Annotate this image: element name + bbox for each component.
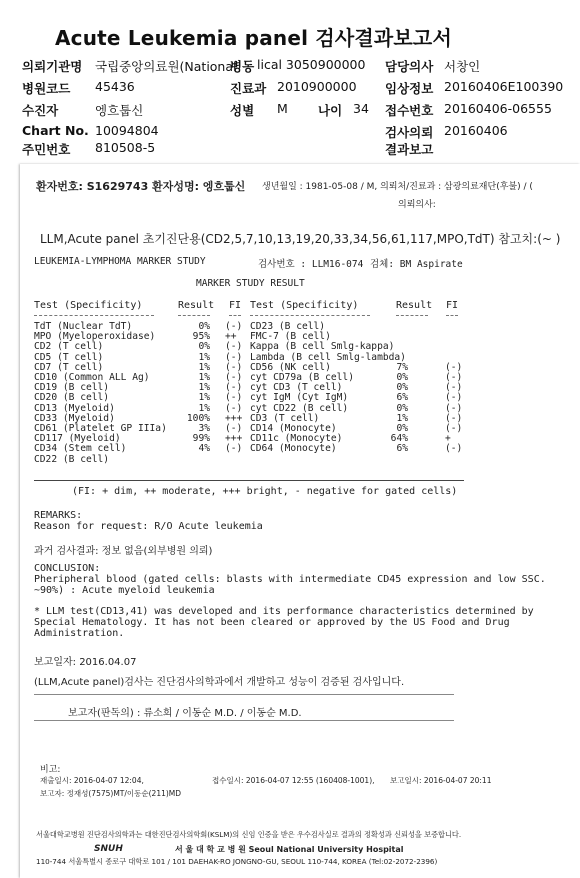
test-number: 검사번호 : LLM16-074 xyxy=(258,259,364,270)
marker-result: 1% xyxy=(396,412,408,424)
marker-fi: (-) xyxy=(445,361,463,373)
report-date: 보고일자: 2016.04.07 xyxy=(34,657,137,668)
patient-meta: 생년월일 : 1981-05-08 / M, 의뢰처/진료과 : 삼광의료재단(후불) / ( xyxy=(262,182,533,192)
marker-name: cyt CD22 (B cell) xyxy=(250,402,349,414)
marker-fi: (-) xyxy=(225,341,243,353)
label-chart-no: Chart No. xyxy=(22,123,89,138)
marker-fi: ++ xyxy=(225,331,237,343)
disclaimer: (LLM,Acute panel)검사는 진단검사의학과에서 개발하고 성능이 검증된 검사입니다. xyxy=(34,677,405,688)
col-fi-right: FI xyxy=(446,300,459,311)
marker-result: 0% xyxy=(396,372,408,383)
value-ward: lical 3050900000 xyxy=(257,57,366,72)
marker-result: 100% xyxy=(186,412,210,424)
table-bottom-rule xyxy=(34,480,464,481)
marker-result: 1% xyxy=(198,361,210,373)
underline-fi-left xyxy=(229,315,241,316)
marker-name: CD14 (Monocyte) xyxy=(250,423,337,434)
value-request-date: 20160406 xyxy=(444,123,508,138)
marker-result: 1% xyxy=(198,392,210,404)
certification-line: 서울대학교병원 진단검사의학과는 대한진단검사의학회(KSLM)의 신임 인증을 받은 우수검사실로 결과의 정확성과 신뢰성을 보증합니다. xyxy=(36,830,462,839)
reporter-top-rule xyxy=(34,694,454,695)
marker-name: CD13 (Myeloid) xyxy=(34,402,115,414)
marker-fi: (-) xyxy=(225,392,243,404)
col-test-right: Test (Specificity) xyxy=(250,300,359,311)
label-resident-no: 주민번호 xyxy=(22,142,71,157)
marker-fi: +++ xyxy=(225,433,243,445)
reporter: 보고자(판독의) : 류소희 / 이동순 M.D. / 이동순 M.D. xyxy=(68,708,302,719)
marker-fi: + xyxy=(445,433,451,445)
marker-name: MPO (Myeloperoxidase) xyxy=(34,331,156,343)
marker-name: CD64 (Monocyte) xyxy=(250,443,337,455)
marker-name: CD11c (Monocyte) xyxy=(250,433,343,445)
marker-fi: (-) xyxy=(445,392,463,404)
reporter-bottom-rule xyxy=(34,720,454,721)
result-title: MARKER STUDY RESULT xyxy=(196,278,305,289)
requester-label: 의뢰의사: xyxy=(398,200,436,210)
panel-title: LLM,Acute panel 초기진단용(CD2,5,7,10,13,19,20,33,34,56,61,117,MPO,TdT) 참고치:(~ ) xyxy=(40,232,561,246)
snuh-logo: SNUH xyxy=(94,844,123,854)
label-sex: 성별 xyxy=(230,103,255,118)
value-patient: 엥흐툽신 xyxy=(95,103,144,118)
marker-result: 6% xyxy=(396,392,408,404)
marker-result: 3% xyxy=(198,423,210,434)
underline-result-right xyxy=(396,315,428,316)
label-hospital-code: 병원코드 xyxy=(22,81,71,96)
marker-name: cyt IgM (Cyt IgM) xyxy=(250,392,349,404)
marker-fi: (-) xyxy=(225,372,243,383)
label-receipt-no: 접수번호 xyxy=(385,103,434,118)
footer-reporter: 보고자: 정재성(7575)MT/이동순(211)MD xyxy=(40,789,182,798)
report-title: Acute Leukemia panel 검사결과보고서 xyxy=(55,26,452,50)
note-line-1: * LLM test(CD13,41) was developed and its performance characteristics determined by xyxy=(34,606,534,617)
marker-name: Kappa (B cell Smlg-kappa) xyxy=(250,341,395,353)
marker-name: cyt CD3 (T cell) xyxy=(250,382,343,394)
underline-test-left xyxy=(34,315,154,316)
marker-fi: (-) xyxy=(225,443,243,455)
note-line-3: Administration. xyxy=(34,628,125,639)
marker-fi: (-) xyxy=(225,382,243,394)
patient-id-line: 환자번호: S1629743 환자성명: 엥흐툽신 xyxy=(36,180,246,193)
marker-name: CD7 (T cell) xyxy=(34,361,104,373)
value-requesting-institution: 국립중앙의료원(National xyxy=(95,59,237,74)
underline-test-right xyxy=(250,315,370,316)
marker-result: 4% xyxy=(198,443,210,455)
value-doctor: 서창인 xyxy=(444,59,481,74)
past-result: 과거 검사결과: 정보 없음(외부병원 의뢰) xyxy=(34,546,213,557)
marker-fi: (-) xyxy=(445,423,463,434)
marker-result: 0% xyxy=(198,341,210,353)
col-test-left: Test (Specificity) xyxy=(34,300,143,311)
col-result-right: Result xyxy=(396,300,433,311)
value-receipt-no: 20160406-06555 xyxy=(444,101,552,116)
note-label: 비고: xyxy=(40,765,61,775)
underline-result-left xyxy=(178,315,210,316)
underline-fi-right xyxy=(446,315,458,316)
marker-result: 1% xyxy=(198,382,210,394)
value-age: 34 xyxy=(353,101,369,116)
marker-result: 7% xyxy=(396,361,408,373)
marker-name: cyt CD79a (B cell) xyxy=(250,372,354,383)
marker-name: CD19 (B cell) xyxy=(34,382,110,394)
conclusion-label: CONCLUSION: xyxy=(34,563,101,574)
marker-name: CD3 (T cell) xyxy=(250,412,320,424)
marker-name: CD10 (Common ALL Ag) xyxy=(34,372,150,383)
marker-fi: +++ xyxy=(225,412,243,424)
value-department: 2010900000 xyxy=(277,79,357,94)
label-ward: 병동 xyxy=(230,59,255,74)
marker-result: 6% xyxy=(396,443,408,455)
footer-report-time: 보고일시: 2016-04-07 20:11 xyxy=(390,776,492,785)
marker-name: CD61 (Platelet GP IIIa) xyxy=(34,423,167,434)
marker-name: CD34 (Stem cell) xyxy=(34,443,127,455)
marker-name: CD117 (Myeloid) xyxy=(34,433,121,445)
marker-result: 99% xyxy=(192,433,210,445)
marker-fi: (-) xyxy=(225,361,243,373)
marker-fi: (-) xyxy=(225,402,243,414)
label-requesting-institution: 의뢰기관명 xyxy=(22,59,83,74)
marker-fi: (-) xyxy=(225,351,243,363)
specimen: 검체: BM Aspirate xyxy=(370,259,463,270)
marker-fi: (-) xyxy=(445,443,463,455)
footer-submit-time: 재출일시: 2016-04-07 12:04, xyxy=(40,776,144,785)
label-request-date: 검사의뢰 xyxy=(385,125,434,140)
marker-fi: (-) xyxy=(445,372,463,383)
remarks-text: Reason for request: R/O Acute leukemia xyxy=(34,521,263,532)
value-clinical-info: 20160406E100390 xyxy=(444,79,564,94)
hospital-name: 서 울 대 학 교 병 원 Seoul National University Hospital xyxy=(175,845,404,854)
marker-name: CD20 (B cell) xyxy=(34,392,110,404)
marker-fi: (-) xyxy=(225,321,243,332)
label-patient: 수진자 xyxy=(22,103,59,118)
marker-fi: (-) xyxy=(445,402,463,414)
marker-result: 95% xyxy=(192,331,210,343)
marker-name: FMC-7 (B cell) xyxy=(250,331,331,343)
scanned-report xyxy=(20,164,580,878)
marker-name: CD2 (T cell) xyxy=(34,341,104,353)
note-line-2: Special Hematology. It has not been cleared or approved by the US Food and Drug xyxy=(34,617,510,628)
marker-fi: (-) xyxy=(445,412,463,424)
marker-result: 0% xyxy=(396,423,408,434)
label-department: 진료과 xyxy=(230,81,267,96)
marker-name: CD56 (NK cell) xyxy=(250,361,331,373)
conclusion-line-2: ~90%) : Acute myeloid leukemia xyxy=(34,585,215,596)
fi-legend: (FI: + dim, ++ moderate, +++ bright, - negative for gated cells) xyxy=(72,486,458,497)
label-doctor: 담당의사 xyxy=(385,59,434,74)
marker-result: 0% xyxy=(396,382,408,394)
label-clinical-info: 임상정보 xyxy=(385,81,434,96)
marker-name: CD33 (Myeloid) xyxy=(34,412,115,424)
marker-name: CD22 (B cell) xyxy=(34,453,110,465)
footer-receipt-time: 접수일시: 2016-04-07 12:55 (160408-1001), xyxy=(212,776,375,785)
marker-result: 1% xyxy=(198,402,210,414)
marker-name: Lambda (B cell Smlg-lambda) xyxy=(250,351,406,363)
marker-name: CD5 (T cell) xyxy=(34,351,104,363)
marker-name: TdT (Nuclear TdT) xyxy=(34,321,133,332)
value-chart-no: 10094804 xyxy=(95,123,159,138)
label-result-report: 결과보고 xyxy=(385,142,434,157)
value-resident-no: 810508-5 xyxy=(95,140,156,155)
marker-result: 64% xyxy=(390,433,408,445)
hospital-address: 110-744 서울특별시 종로구 대학로 101 / 101 DAEHAK-RO JONGNO-GU, SEOUL 110-744, KOREA (Tel:02-2072-2396) xyxy=(36,857,438,866)
marker-fi: (-) xyxy=(445,382,463,394)
marker-fi: (-) xyxy=(225,423,243,434)
value-sex: M xyxy=(277,101,288,116)
remarks-label: REMARKS: xyxy=(34,510,83,521)
marker-result: 1% xyxy=(198,351,210,363)
col-fi-left: FI xyxy=(229,300,242,311)
value-hospital-code: 45436 xyxy=(95,79,135,94)
marker-name: CD23 (B cell) xyxy=(250,321,326,332)
marker-result: 0% xyxy=(198,321,210,332)
label-age: 나이 xyxy=(318,103,343,118)
col-result-left: Result xyxy=(178,300,215,311)
marker-result: 0% xyxy=(396,402,408,414)
marker-result: 1% xyxy=(198,372,210,383)
study-name: LEUKEMIA-LYMPHOMA MARKER STUDY xyxy=(34,256,206,267)
conclusion-line-1: Pheripheral blood (gated cells: blasts with intermediate CD45 expression and low SSC. xyxy=(34,574,546,585)
